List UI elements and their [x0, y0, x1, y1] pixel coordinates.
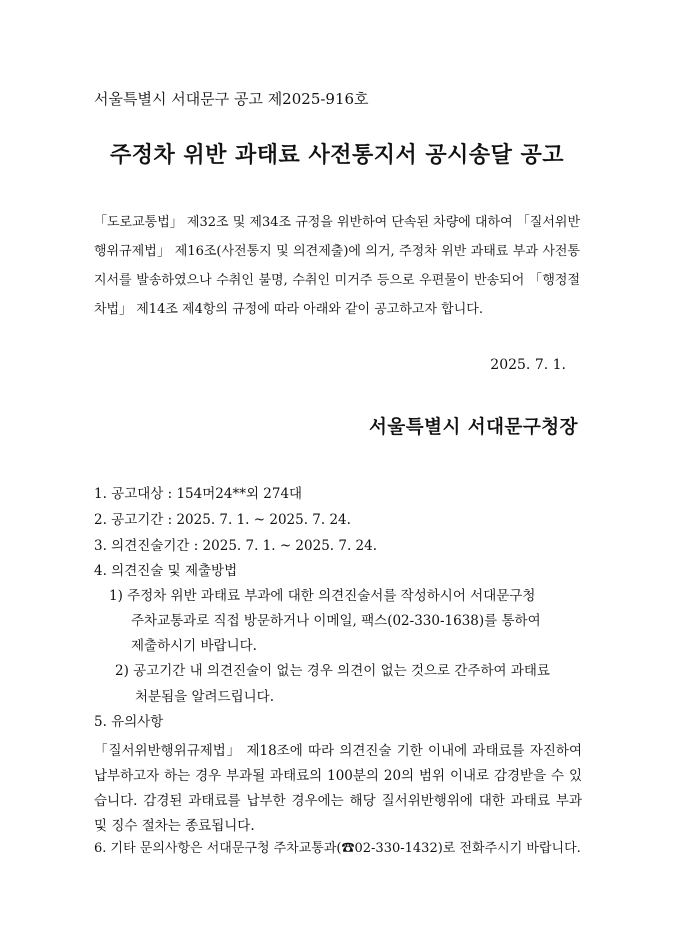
intro-paragraph: 「도로교통법」 제32조 및 제34조 규정을 위반하여 단속된 차량에 대하여 「질서위반행위규제법」 제16조(사전통지 및 의견제출)에 의거, 주정차 위반 과태료 부과 사전통지서를 발송하였으나 수취인 불명, 수취인 미거주 등으로 우편물이 반송되어 「행정절차법」 제14조 제4항의 규정에 따라 아래와 같이 공고하고자 합니다.	[94, 215, 581, 317]
notice-number: 서울특별시 서대문구 공고 제2025-916호	[94, 90, 369, 108]
sub-item-1-line2: 주차교통과로 직접 방문하거나 이메일, 팩스(02-330-1638)를 통하여	[131, 613, 541, 629]
item-target: 1. 공고대상 : 154머24**외 274대	[94, 486, 303, 502]
issuer-name: 서울특별시 서대문구청장	[368, 417, 578, 438]
item-opinion-period: 3. 의견진술기간 : 2025. 7. 1. ~ 2025. 7. 24.	[94, 538, 378, 554]
page-title: 주정차 위반 과태료 사전통지서 공시송달 공고	[109, 143, 565, 168]
item-precautions: 5. 유의사항	[94, 714, 164, 730]
sub-item-1-line1: 1) 주정차 위반 과태료 부과에 대한 의견진술서를 작성하시어 서대문구청	[109, 588, 536, 604]
item-period: 2. 공고기간 : 2025. 7. 1. ~ 2025. 7. 24.	[94, 512, 351, 528]
notice-date: 2025. 7. 1.	[490, 357, 566, 373]
sub-item-2-line2: 처분됨을 알려드립니다.	[135, 689, 274, 705]
item-submission-method: 4. 의견진술 및 제출방법	[94, 563, 238, 579]
precautions-paragraph: 「질서위반행위규제법」 제18조에 따라 의견진술 기한 이내에 과태료를 자진하여 납부하고자 하는 경우 부과될 과태료의 100분의 20의 범위 이내로 감경받을 수 있습니다. 감경된 과태료를 납부한 경우에는 해당 질서위반행위에 대한 과태료 부과 및 징수 절차는 종료됩니다.	[94, 743, 582, 834]
sub-item-2-line1: 2) 공고기간 내 의견진술이 없는 경우 의견이 없는 것으로 간주하여 과태료	[115, 663, 550, 679]
sub-item-1-line3: 제출하시기 바랍니다.	[131, 638, 257, 654]
item-contact: 6. 기타 문의사항은 서대문구청 주차교통과(☎02-330-1432)로 전화주시기 바랍니다.	[94, 841, 581, 856]
